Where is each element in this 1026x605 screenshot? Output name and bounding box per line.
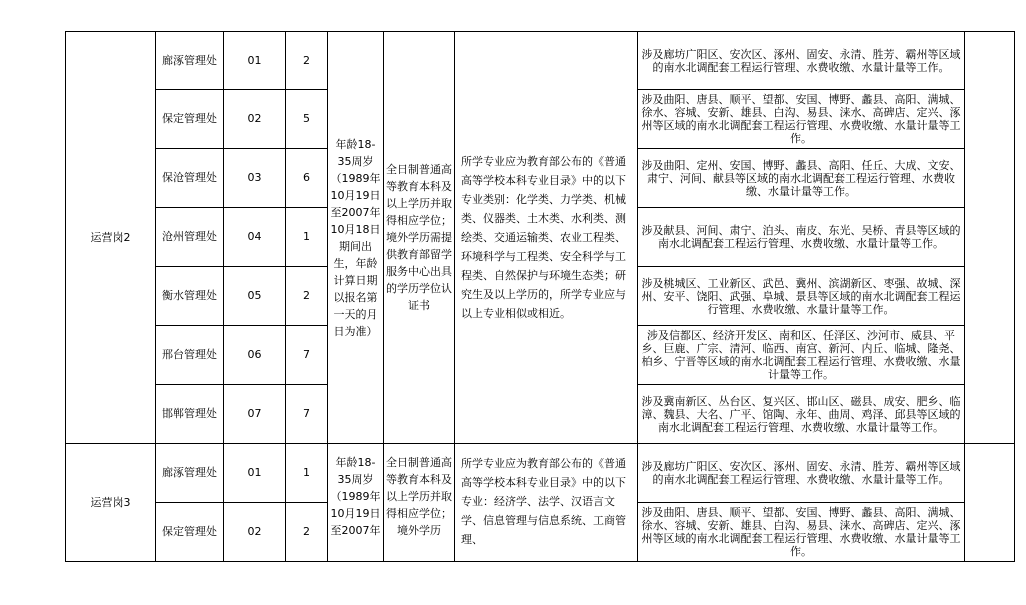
- table-row: [66, 444, 1015, 503]
- table-row: [66, 32, 1015, 90]
- remarks-cell: [965, 32, 1015, 444]
- office-name: 保沧管理处: [156, 149, 224, 208]
- post-name: 运营岗2: [66, 32, 156, 444]
- duty-description: 涉及冀南新区、丛台区、复兴区、邯山区、磁县、成安、肥乡、临漳、魏县、大名、广平、馆陶、永年、曲周、鸡泽、邱县等区域的南水北调配套工程运行管理、水费收缴、水量计量等工作。: [638, 385, 965, 444]
- post-code: 02: [224, 90, 286, 149]
- post-code: 07: [224, 385, 286, 444]
- education-requirement: [384, 444, 455, 562]
- major-text: 所学专业应为教育部公布的《普通高等学校本科专业目录》中的以下专业：经济学、法学、汉语言文学、信息管理与信息系统、工商管理、: [461, 457, 626, 546]
- age-requirement: 年龄18-35周岁（1989年10月19日至2007年10月18日期间出生，年龄计算日期以报名第一天的月日为准）: [328, 32, 384, 444]
- office-name: 邯郸管理处: [156, 385, 224, 444]
- major-requirement: [455, 444, 638, 562]
- post-code: 03: [224, 149, 286, 208]
- hire-count: 1: [286, 444, 328, 503]
- recruitment-table: [65, 31, 1015, 562]
- education-requirement: 全日制普通高等教育本科及以上学历并取得相应学位；境外学历需提供教育部留学服务中心出具的学历学位认证书: [384, 32, 455, 444]
- office-name: 廊涿管理处: [156, 444, 224, 503]
- education-text: 全日制普通高等教育本科及以上学历并取得相应学位；境外学历: [386, 456, 452, 537]
- post-code: 06: [224, 326, 286, 385]
- hire-count: 1: [286, 208, 328, 267]
- duty-description: 涉及廊坊广阳区、安次区、涿州、固安、永清、胜芳、霸州等区域的南水北调配套工程运行管理、水费收缴、水量计量等工作。: [638, 32, 965, 90]
- office-name: 邢台管理处: [156, 326, 224, 385]
- post-code: 05: [224, 267, 286, 326]
- age-requirement: [328, 444, 384, 562]
- duty-description: 涉及曲阳、唐县、顺平、望都、安国、博野、蠡县、高阳、满城、徐水、容城、安新、雄县、白沟、易县、涞水、高碑店、定兴、涿州等区域的南水北调配套工程运行管理、水费收缴、水量计量等工作。: [638, 503, 965, 562]
- office-name: 沧州管理处: [156, 208, 224, 267]
- post-code: 02: [224, 503, 286, 562]
- hire-count: 7: [286, 385, 328, 444]
- office-name: 保定管理处: [156, 503, 224, 562]
- office-name: 衡水管理处: [156, 267, 224, 326]
- office-name: 廊涿管理处: [156, 32, 224, 90]
- post-code: 01: [224, 32, 286, 90]
- duty-description: 涉及信都区、经济开发区、南和区、任泽区、沙河市、威县、平乡、巨鹿、广宗、清河、临西、南宫、新河、内丘、临城、隆尧、柏乡、宁晋等区域的南水北调配套工程运行管理、水费收缴、水量计量等工作。: [638, 326, 965, 385]
- duty-description: 涉及曲阳、定州、安国、博野、蠡县、高阳、任丘、大成、文安、肃宁、河间、献县等区域的南水北调配套工程运行管理、水费收缴、水量计量等工作。: [638, 149, 965, 208]
- hire-count: 2: [286, 267, 328, 326]
- office-name: 保定管理处: [156, 90, 224, 149]
- hire-count: 7: [286, 326, 328, 385]
- age-text: 年龄18-35周岁（1989年10月19日至2007年: [330, 456, 381, 537]
- duty-description: 涉及廊坊广阳区、安次区、涿州、固安、永清、胜芳、霸州等区域的南水北调配套工程运行管理、水费收缴、水量计量等工作。: [638, 444, 965, 503]
- duty-description: 涉及献县、河间、肃宁、泊头、南皮、东光、吴桥、青县等区域的南水北调配套工程运行管理、水费收缴、水量计量等工作。: [638, 208, 965, 267]
- hire-count: 6: [286, 149, 328, 208]
- post-name: 运营岗3: [66, 444, 156, 562]
- post-code: 04: [224, 208, 286, 267]
- duty-description: 涉及桃城区、工业新区、武邑、冀州、滨湖新区、枣强、故城、深州、安平、饶阳、武强、阜城、景县等区域的南水北调配套工程运行管理、水费收缴、水量计量等工作。: [638, 267, 965, 326]
- post-code: 01: [224, 444, 286, 503]
- hire-count: 2: [286, 503, 328, 562]
- major-requirement: 所学专业应为教育部公布的《普通高等学校本科专业目录》中的以下专业类别：化学类、力学类、机械类、仪器类、土木类、水利类、测绘类、交通运输类、农业工程类、环境科学与工程类、安全科学与工程类、自然保护与环境生态类；研究生及以上学历的，所学专业应与以上专业相似或相近。: [455, 32, 638, 444]
- hire-count: 5: [286, 90, 328, 149]
- hire-count: 2: [286, 32, 328, 90]
- duty-description: 涉及曲阳、唐县、顺平、望都、安国、博野、蠡县、高阳、满城、徐水、容城、安新、雄县、白沟、易县、涞水、高碑店、定兴、涿州等区域的南水北调配套工程运行管理、水费收缴、水量计量等工作。: [638, 90, 965, 149]
- remarks-cell: [965, 444, 1015, 562]
